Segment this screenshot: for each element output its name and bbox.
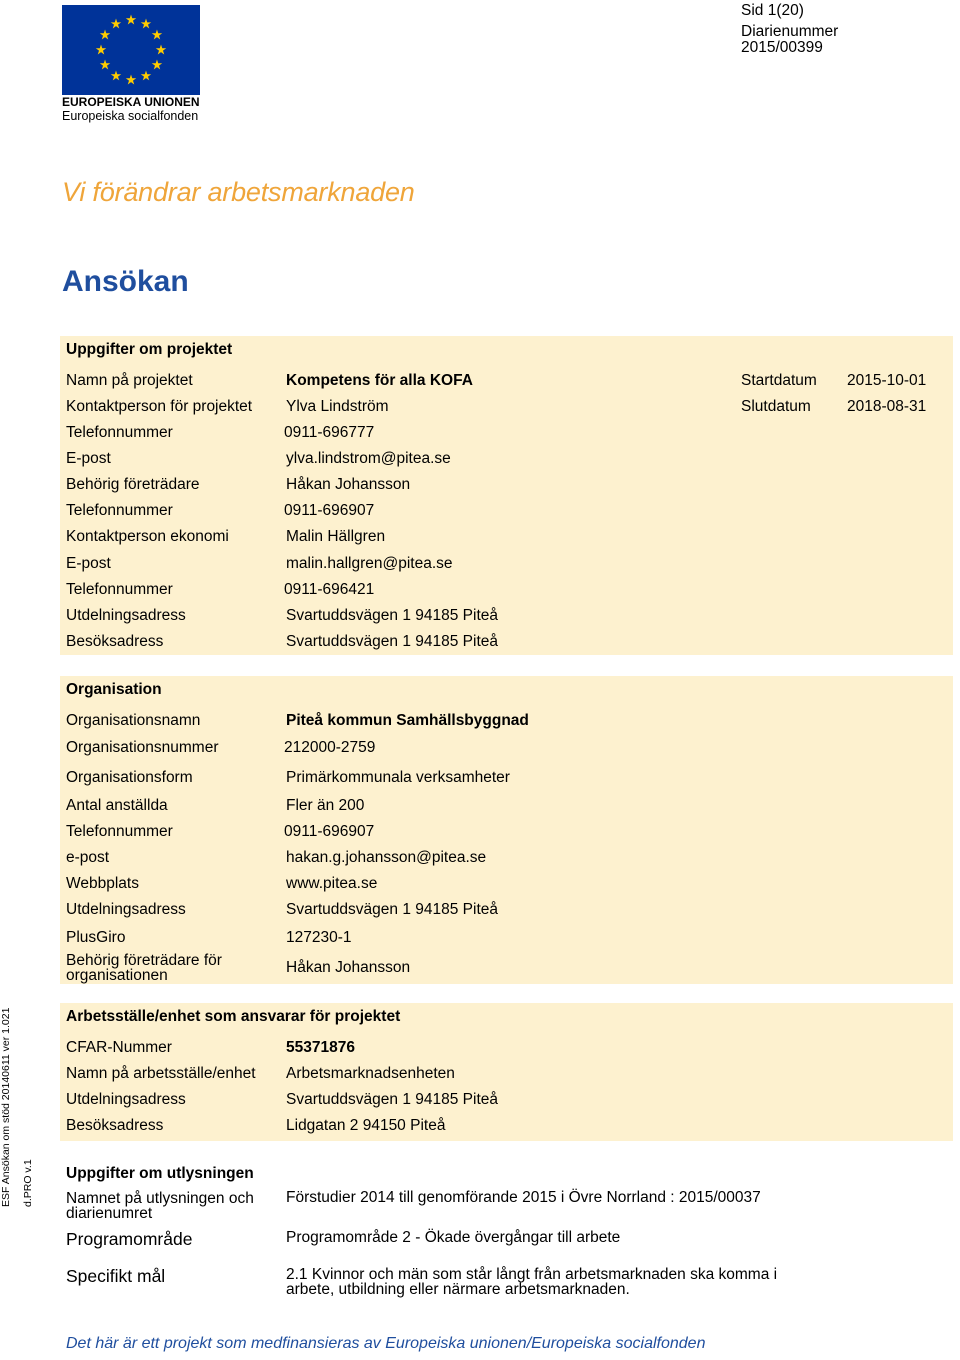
field-label: Specifikt mål <box>66 1266 166 1286</box>
workplace-visiting-address-row <box>60 1117 953 1135</box>
field-label: Organisationsform <box>66 769 193 786</box>
finance-phone-row <box>60 581 953 599</box>
field-value: www.pitea.se <box>286 875 378 892</box>
field-value: ylva.lindstrom@pitea.se <box>286 450 451 467</box>
organisation-heading: Organisation <box>66 681 162 698</box>
eu-union-text: EUROPEISKA UNIONEN <box>62 95 200 109</box>
field-label: Telefonnummer <box>66 581 173 598</box>
field-value: 0911-696907 <box>284 823 375 840</box>
field-value: Programområde 2 - Ökade övergångar till arbete <box>286 1229 621 1246</box>
field-label: Namn på projektet <box>66 372 193 389</box>
field-value: Svartuddsvägen 1 94185 Piteå <box>286 1091 498 1108</box>
field-value: Håkan Johansson <box>286 959 411 976</box>
field-label: Behörig företrädare för organisationen <box>66 952 222 984</box>
field-label: Organisationsnamn <box>66 712 201 729</box>
workplace-name-row <box>60 1065 953 1083</box>
field-value: 127230-1 <box>286 929 352 946</box>
field-value: 0911-696777 <box>284 424 375 441</box>
cfar-number-row <box>60 1039 953 1057</box>
employees-row <box>60 797 953 815</box>
field-label: Namn på arbetsställe/enhet <box>66 1065 256 1082</box>
finance-email-row <box>60 555 953 573</box>
website-row <box>60 875 953 893</box>
org-name-value: Piteå kommun Samhällsbyggnad <box>286 712 529 729</box>
org-phone-row <box>60 823 953 841</box>
field-value: Lidgatan 2 94150 Piteå <box>286 1117 446 1134</box>
visiting-address-row <box>60 633 953 651</box>
workplace-heading: Arbetsställe/enhet som ansvarar för projektet <box>66 1008 401 1025</box>
field-label: e-post <box>66 849 110 866</box>
call-name-row <box>60 1189 953 1222</box>
field-label: Organisationsnummer <box>66 739 219 756</box>
field-value: Malin Hällgren <box>286 528 386 545</box>
field-label: Programområde <box>66 1229 193 1249</box>
page-title: Ansökan <box>62 265 189 298</box>
field-value: Arbetsmarknadsenheten <box>286 1065 455 1082</box>
field-value: 0911-696421 <box>284 581 375 598</box>
project-section <box>60 336 953 655</box>
org-form-row <box>60 769 953 787</box>
field-value: 212000-2759 <box>284 739 376 756</box>
end-date-label: Slutdatum <box>741 398 811 415</box>
field-value: Fler än 200 <box>286 797 365 814</box>
org-postal-address-row <box>60 901 953 919</box>
cofinancing-footer: Det här är ett projekt som medfinansieras av Europeiska unionen/Europeiska socialfonden <box>66 1335 706 1352</box>
field-label: Kontaktperson ekonomi <box>66 528 229 545</box>
call-section <box>60 1160 953 1305</box>
end-date-value: 2018-08-31 <box>847 398 927 415</box>
authorized-rep-row <box>60 476 953 494</box>
field-value: 2.1 Kvinnor och män som står långt från arbetsmarknaden ska komma i arbete, utbildning eller närmare arbetsmarknaden. <box>286 1266 778 1298</box>
field-label: E-post <box>66 555 111 572</box>
postal-address-row <box>60 607 953 625</box>
eu-flag-icon <box>62 5 200 95</box>
workplace-section <box>60 1003 953 1141</box>
page-number: Sid 1(20) <box>741 2 804 19</box>
field-label: Telefonnummer <box>66 424 173 441</box>
project-name-row <box>60 372 953 390</box>
field-label: Besöksadress <box>66 1117 164 1134</box>
field-label: Utdelningsadress <box>66 901 186 918</box>
program-area-row <box>60 1229 953 1247</box>
field-value: hakan.g.johansson@pitea.se <box>286 849 487 866</box>
workplace-postal-address-row <box>60 1091 953 1109</box>
field-value: Svartuddsvägen 1 94185 Piteå <box>286 633 498 650</box>
field-value: 0911-696907 <box>284 502 375 519</box>
form-version-note: ESF Ansökan om stöd 20140611 ver 1.021 <box>0 1007 12 1207</box>
field-label: Antal anställda <box>66 797 168 814</box>
finance-contact-row <box>60 528 953 546</box>
contact-email-row <box>60 450 953 468</box>
field-value: Håkan Johansson <box>286 476 411 493</box>
project-heading: Uppgifter om projektet <box>66 341 233 358</box>
org-name-row <box>60 712 953 730</box>
field-label: Behörig företrädare <box>66 476 200 493</box>
field-label: CFAR-Nummer <box>66 1039 172 1056</box>
field-label: Telefonnummer <box>66 502 173 519</box>
field-value: Ylva Lindström <box>286 398 389 415</box>
diary-number: 2015/00399 <box>741 39 823 56</box>
slogan: Vi förändrar arbetsmarknaden <box>62 177 415 207</box>
field-label: Namnet på utlysningen och diarienumret <box>66 1190 254 1222</box>
field-value: Förstudier 2014 till genomförande 2015 i Övre Norrland : 2015/00037 <box>286 1189 761 1206</box>
rep-phone-row <box>60 502 953 520</box>
field-label: Utdelningsadress <box>66 607 186 624</box>
field-value: malin.hallgren@pitea.se <box>286 555 453 572</box>
field-value: Svartuddsvägen 1 94185 Piteå <box>286 901 498 918</box>
project-name-value: Kompetens för alla KOFA <box>286 372 473 389</box>
diary-number-label: Diarienummer <box>741 23 839 40</box>
plusgiro-row <box>60 929 953 947</box>
field-label: Telefonnummer <box>66 823 173 840</box>
contact-phone-row <box>60 424 953 442</box>
field-value: Svartuddsvägen 1 94185 Piteå <box>286 607 498 624</box>
field-label: Besöksadress <box>66 633 164 650</box>
field-label: Utdelningsadress <box>66 1091 186 1108</box>
template-version-note: d.PRO v.1 <box>22 1159 34 1207</box>
org-authorized-rep-row <box>60 952 953 984</box>
eu-fund-text: Europeiska socialfonden <box>62 109 199 123</box>
field-label: Webbplats <box>66 875 139 892</box>
specific-goal-row <box>60 1266 953 1298</box>
cfar-number-value: 55371876 <box>286 1039 355 1056</box>
field-label: E-post <box>66 450 111 467</box>
field-label: PlusGiro <box>66 929 126 946</box>
start-date-label: Startdatum <box>741 372 817 389</box>
field-value: Primärkommunala verksamheter <box>286 769 510 786</box>
field-label: Kontaktperson för projektet <box>66 398 253 415</box>
contact-person-row <box>60 398 953 416</box>
start-date-value: 2015-10-01 <box>847 372 927 389</box>
call-heading: Uppgifter om utlysningen <box>66 1165 254 1182</box>
org-number-row <box>60 739 953 757</box>
org-email-row <box>60 849 953 867</box>
organisation-section <box>60 676 953 984</box>
